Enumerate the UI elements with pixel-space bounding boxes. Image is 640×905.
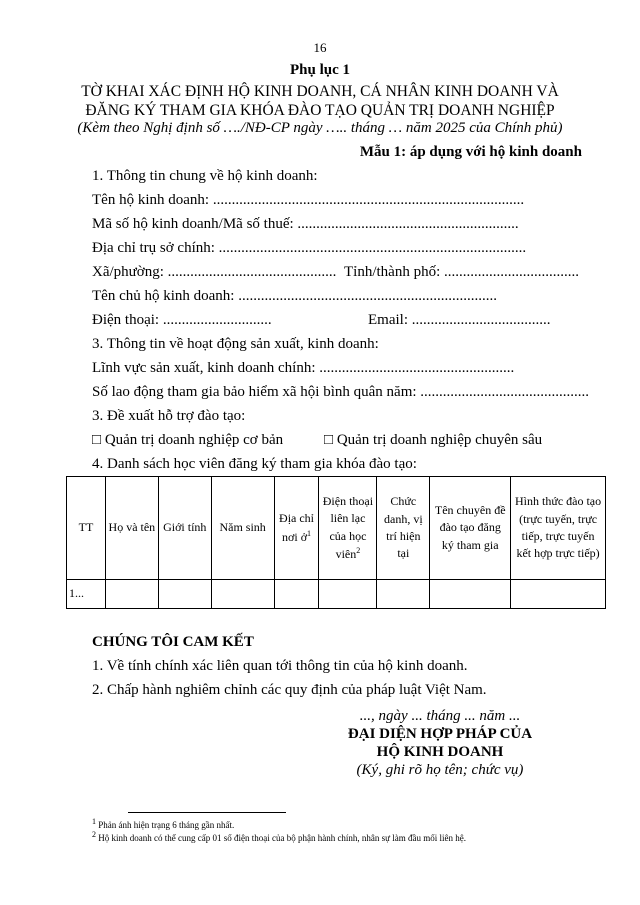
section3-heading: 3. Đề xuất hỗ trợ đào tạo: bbox=[92, 408, 246, 424]
checkbox-icon[interactable]: □ bbox=[324, 432, 334, 448]
form-label: Mẫu 1: áp dụng với hộ kinh doanh bbox=[359, 144, 582, 160]
table-cell[interactable] bbox=[377, 580, 430, 609]
commit-item-1: 1. Về tính chính xác liên quan tới thông tin của hộ kinh doanh. bbox=[92, 658, 468, 674]
address-field: Địa chỉ trụ sở chính: .................................................................................. bbox=[92, 240, 527, 256]
footnote-1: $^1$ Phản ánh hiện trạng 6 tháng gần nhất. bbox=[92, 817, 235, 830]
signature-title-2: HỘ KINH DOANH bbox=[376, 744, 504, 760]
commit-item-2: 2. Chấp hành nghiêm chỉnh các quy định của pháp luật Việt Nam. bbox=[92, 682, 487, 698]
email-field: Email: ..................................... bbox=[368, 312, 551, 328]
checkbox-icon[interactable]: □ bbox=[92, 432, 102, 448]
section4-heading: 4. Danh sách học viên đăng ký tham gia khóa đào tạo: bbox=[92, 456, 417, 472]
ward-field: Xã/phường: ............................................. bbox=[92, 264, 337, 280]
table-cell[interactable] bbox=[211, 580, 274, 609]
table-cell[interactable] bbox=[158, 580, 211, 609]
phone-field: Điện thoại: ............................. bbox=[92, 312, 272, 328]
option-basic-label: Quản trị doanh nghiệp cơ bản bbox=[104, 432, 284, 448]
province-field: Tỉnh/thành phố: .................................... bbox=[344, 264, 579, 280]
workers-field: Số lao động tham gia bảo hiểm xã hội bình quân năm: ............................................. bbox=[92, 384, 590, 400]
table-cell[interactable] bbox=[105, 580, 158, 609]
col-header: Địa chỉ nơi ở$^1$ bbox=[274, 477, 319, 580]
col-header: Tên chuyên đề đào tạo đăng ký tham gia bbox=[430, 477, 511, 580]
table-cell[interactable] bbox=[274, 580, 319, 609]
section1-heading: 1. Thông tin chung về hộ kinh doanh: bbox=[92, 168, 318, 184]
appendix-label: Phụ lục 1 bbox=[289, 62, 350, 78]
signature-date: ..., ngày ... tháng ... năm ... bbox=[359, 708, 521, 724]
page-number: 16 bbox=[313, 40, 327, 55]
option-basic[interactable] bbox=[92, 432, 283, 449]
col-header: Giới tính bbox=[158, 477, 211, 580]
table-header-row bbox=[67, 477, 606, 580]
section2-heading: 3. Thông tin về hoạt động sản xuất, kinh doanh: bbox=[92, 336, 379, 352]
row-number: 1... bbox=[67, 580, 106, 609]
col-header: Năm sinh bbox=[211, 477, 274, 580]
col-header: TT bbox=[67, 477, 106, 580]
signature-note: (Ký, ghi rõ họ tên; chức vụ) bbox=[356, 762, 524, 778]
col-header: Họ và tên bbox=[105, 477, 158, 580]
col-header: Hình thức đào tạo (trực tuyến, trực tiếp, trực tuyến kết hợp trực tiếp) bbox=[511, 477, 606, 580]
option-advanced[interactable] bbox=[324, 432, 542, 449]
table-row bbox=[67, 580, 606, 609]
title-line-2: ĐĂNG KÝ THAM GIA KHÓA ĐÀO TẠO QUẢN TRỊ DOANH NGHIỆP bbox=[85, 102, 555, 119]
tax-code-field: Mã số hộ kinh doanh/Mã số thuế: ........................................................... bbox=[92, 216, 519, 232]
registration-table bbox=[66, 476, 606, 609]
table-cell[interactable] bbox=[511, 580, 606, 609]
col-header: Chức danh, vị trí hiện tại bbox=[377, 477, 430, 580]
business-name-field: Tên hộ kinh doanh: ................................................................................... bbox=[92, 192, 525, 208]
footnote-divider bbox=[128, 812, 286, 813]
footnote-2: $^2$ Hộ kinh doanh có thể cung cấp 01 số điện thoại của bộ phận hành chính, nhân sự làm đầu mối liên hệ. bbox=[92, 830, 467, 843]
col-header: Điện thoại liên lạc của học viên$^2$ bbox=[319, 477, 377, 580]
option-advanced-label: Quản trị doanh nghiệp chuyên sâu bbox=[336, 432, 543, 448]
signature-title-1: ĐẠI DIỆN HỢP PHÁP CỦA bbox=[347, 726, 533, 742]
table-cell[interactable] bbox=[430, 580, 511, 609]
table-cell[interactable] bbox=[319, 580, 377, 609]
business-field-line: Lĩnh vực sản xuất, kinh doanh chính: .................................................... bbox=[92, 360, 515, 376]
owner-field: Tên chủ hộ kinh doanh: ..................................................................... bbox=[92, 288, 497, 304]
subtitle: (Kèm theo Nghị định số …./NĐ-CP ngày ….. tháng … năm 2025 của Chính phủ) bbox=[77, 120, 563, 136]
commit-heading: CHÚNG TÔI CAM KẾT bbox=[92, 634, 254, 650]
title-line-1: TỜ KHAI XÁC ĐỊNH HỘ KINH DOANH, CÁ NHÂN KINH DOANH VÀ bbox=[81, 83, 559, 100]
